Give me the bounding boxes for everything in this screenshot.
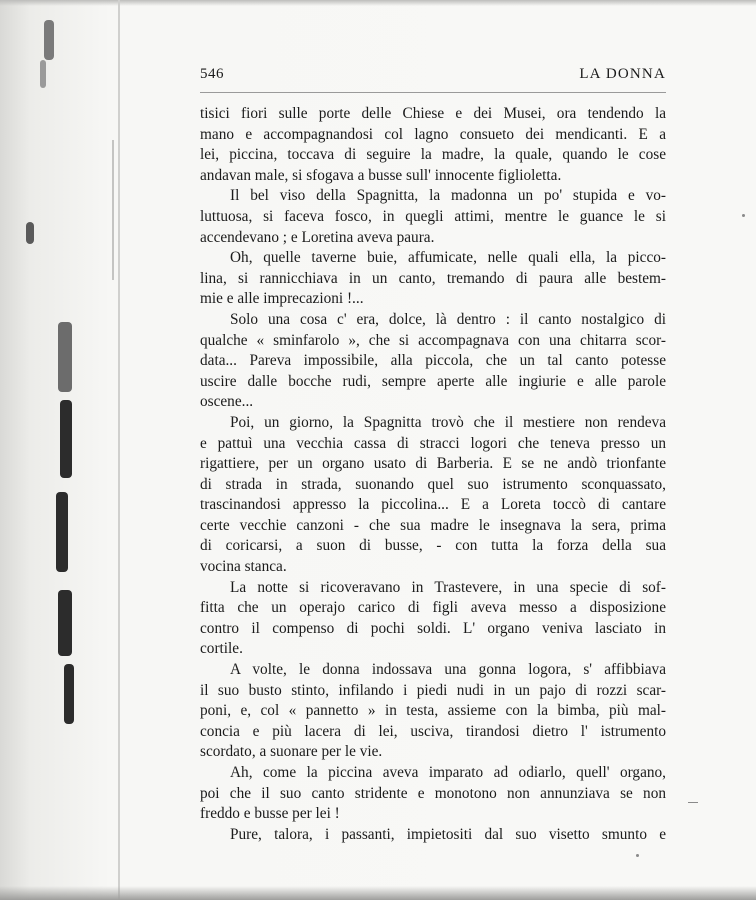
text-line: luttuosa, si faceva fosco, in quegli attimi, mentre le guance le si [200,207,666,225]
gutter-smudge [60,400,72,478]
text-line: Il bel viso della Spagnitta, la madonna un po' stupida e vo- [230,187,666,205]
text-line: mie e alle imprecazioni !... [200,290,364,308]
header-rule [200,92,666,93]
text-line: Oh, quelle taverne buie, affumicate, nelle quali ella, la picco- [230,249,666,267]
text-line: Poi, un giorno, la Spagnitta trovò che il mestiere non rendeva [230,413,666,431]
text-line: e pattuì una vecchia cassa di stracci logori che teneva presso un [200,434,666,452]
gutter-smudge [40,60,46,88]
text-line: oscene... [200,393,254,411]
gutter-smudge [58,322,72,392]
text-line: Solo una cosa c' era, dolce, là dentro : il canto nostalgico di [230,310,666,328]
text-line: il suo busto stinto, infilando i piedi nudi in un pajo di rozzi scar- [200,681,666,699]
paper-speck [636,854,639,857]
gutter-smudge [58,590,72,656]
gutter-smudge [118,0,120,900]
text-line: accendevano ; e Loretina aveva paura. [200,228,435,246]
running-head: LA DONNA [579,66,666,82]
paper-speck [742,214,745,217]
text-line: concia e più lacera di lei, usciva, tirandosi dietro l' istrumento [200,722,666,740]
text-line: qualche « sminfarolo », che si accompagnava con una chitarra scor- [200,331,666,349]
text-line: andavan male, si sfogava a busse sull' innocente figlioletta. [200,166,562,184]
text-line: poi che il suo canto stridente e monotono non annunziava se non [200,784,666,802]
binding-gutter [0,0,120,900]
paper-speck [688,802,698,803]
text-line: poni, e, col « pannetto » in testa, assieme con la bimba, più mal- [200,702,666,720]
text-line: data... Pareva impossibile, alla piccola, che un tal canto potesse [200,352,666,370]
text-line: tisici fiori sulle porte delle Chiese e dei Musei, ora tendendo la [200,105,666,122]
text-line: La notte si ricoveravano in Trastevere, in una specie di sof- [230,578,666,596]
page-number: 546 [200,66,224,82]
text-line: A volte, le donna indossava una gonna logora, s' affibbiava [230,661,666,679]
text-line: Ah, come la piccina aveva imparato ad odiarlo, quell' organo, [230,764,666,781]
text-line: trascinandosi appresso la piccolina... E a Loreta toccò di cantare [200,496,666,514]
text-line: scordato, a suonare per le vie. [200,743,383,761]
text-line: lei, piccina, toccava di seguire la madre, la quale, quando le cose [200,146,666,164]
text-line: mano e accompagnandosi col lagno consueto dei mendicanti. E a [200,125,666,143]
gutter-smudge [44,20,54,60]
text-line: certe vecchie canzoni - che sua madre le insegnava la sera, prima [200,516,666,534]
gutter-smudge [112,140,114,280]
text-line: lina, si rannicchiava in un canto, tremando di paura alle bestem- [200,269,666,287]
gutter-smudge [26,222,34,244]
gutter-smudge [56,492,68,572]
text-line: cortile. [200,640,243,658]
text-line: contro il compenso di pochi soldi. L' organo veniva lasciato in [200,619,666,637]
text-line: vocina stanca. [200,558,287,576]
text-line: di strada in strada, suonando quel suo istrumento sconquassato, [200,475,666,493]
text-line: Pure, talora, i passanti, impietositi dal suo visetto smunto e [230,825,666,843]
text-line: di coricarsi, a suon di busse, - con tutta la forza della sua [200,537,666,555]
page-bottom-edge [0,886,756,900]
text-line: uscire dalle bocche rudi, sempre aperte alle ingiurie e alle parole [200,372,666,390]
text-line: freddo e busse per lei ! [200,805,340,823]
text-line: rigattiere, per un organo usato di Barberia. E se ne andò trionfante [200,455,666,473]
gutter-smudge [64,664,74,724]
body-text [200,104,666,845]
page-header [200,66,666,88]
text-line: fitta che un operajo carico di figli aveva messo a disposizione [200,599,666,617]
